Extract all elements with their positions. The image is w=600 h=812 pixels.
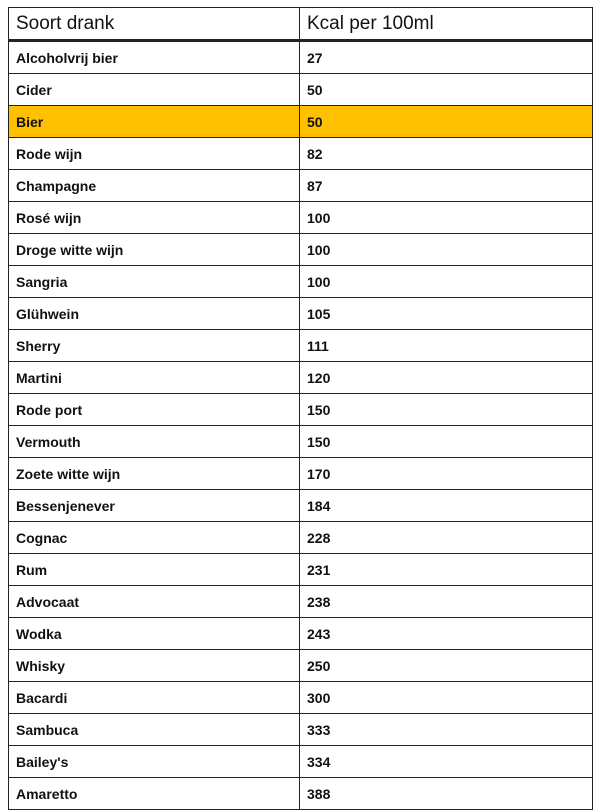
- table-row: [9, 394, 593, 426]
- kcal-value-cell: 231: [300, 554, 593, 586]
- drink-name-cell: Rode port: [9, 394, 300, 426]
- kcal-value-cell: 170: [300, 458, 593, 490]
- kcal-value-cell: 300: [300, 682, 593, 714]
- kcal-value-cell: 100: [300, 266, 593, 298]
- drink-name-cell: Rum: [9, 554, 300, 586]
- table-row: [9, 170, 593, 202]
- kcal-value-cell: 388: [300, 778, 593, 810]
- kcal-value-cell: 82: [300, 138, 593, 170]
- table-row: [9, 586, 593, 618]
- kcal-value-cell: 105: [300, 298, 593, 330]
- table-row: [9, 266, 593, 298]
- kcal-value-cell: 111: [300, 330, 593, 362]
- drink-name-cell: Alcoholvrij bier: [9, 41, 300, 74]
- drink-name-cell: Glühwein: [9, 298, 300, 330]
- drink-name-cell: Bacardi: [9, 682, 300, 714]
- drink-name-cell: Amaretto: [9, 778, 300, 810]
- table-body: [9, 41, 593, 810]
- header-kcal-per-100ml: Kcal per 100ml: [300, 8, 593, 41]
- table-row: [9, 138, 593, 170]
- kcal-value-cell: 87: [300, 170, 593, 202]
- kcal-value-cell: 184: [300, 490, 593, 522]
- table-row: [9, 490, 593, 522]
- kcal-value-cell: 228: [300, 522, 593, 554]
- table-row: [9, 682, 593, 714]
- table-row: [9, 618, 593, 650]
- table-row: [9, 41, 593, 74]
- kcal-value-cell: 238: [300, 586, 593, 618]
- kcal-value-cell: 100: [300, 234, 593, 266]
- drink-name-cell: Bailey's: [9, 746, 300, 778]
- drink-name-cell: Rode wijn: [9, 138, 300, 170]
- table-row-highlighted: [9, 106, 593, 138]
- drink-name-cell: Martini: [9, 362, 300, 394]
- table-row: [9, 746, 593, 778]
- table-row: [9, 362, 593, 394]
- kcal-value-cell: 120: [300, 362, 593, 394]
- drink-name-cell: Bessenjenever: [9, 490, 300, 522]
- drink-name-cell: Droge witte wijn: [9, 234, 300, 266]
- table-row: [9, 778, 593, 810]
- kcal-value-cell: 150: [300, 426, 593, 458]
- header-soort-drank: Soort drank: [9, 8, 300, 41]
- kcal-value-cell: 50: [300, 74, 593, 106]
- table-row: [9, 554, 593, 586]
- table-row: [9, 74, 593, 106]
- kcal-value-cell: 333: [300, 714, 593, 746]
- drink-name-cell: Champagne: [9, 170, 300, 202]
- table-row: [9, 650, 593, 682]
- table-row: [9, 330, 593, 362]
- table-row: [9, 458, 593, 490]
- kcal-value-cell: 50: [300, 106, 593, 138]
- table-row: [9, 714, 593, 746]
- table-header-row: [9, 8, 593, 41]
- drink-name-cell: Advocaat: [9, 586, 300, 618]
- drink-name-cell: Sangria: [9, 266, 300, 298]
- drink-calorie-table: [8, 7, 593, 810]
- drink-name-cell: Wodka: [9, 618, 300, 650]
- drink-name-cell: Rosé wijn: [9, 202, 300, 234]
- drink-name-cell: Sambuca: [9, 714, 300, 746]
- table-row: [9, 298, 593, 330]
- table-row: [9, 522, 593, 554]
- table-row: [9, 426, 593, 458]
- kcal-value-cell: 243: [300, 618, 593, 650]
- kcal-value-cell: 100: [300, 202, 593, 234]
- drink-name-cell: Sherry: [9, 330, 300, 362]
- kcal-value-cell: 150: [300, 394, 593, 426]
- drink-name-cell: Bier: [9, 106, 300, 138]
- drink-name-cell: Cognac: [9, 522, 300, 554]
- table-row: [9, 234, 593, 266]
- drink-name-cell: Cider: [9, 74, 300, 106]
- drink-name-cell: Zoete witte wijn: [9, 458, 300, 490]
- drink-name-cell: Vermouth: [9, 426, 300, 458]
- kcal-value-cell: 250: [300, 650, 593, 682]
- drink-name-cell: Whisky: [9, 650, 300, 682]
- kcal-value-cell: 27: [300, 41, 593, 74]
- kcal-value-cell: 334: [300, 746, 593, 778]
- table-row: [9, 202, 593, 234]
